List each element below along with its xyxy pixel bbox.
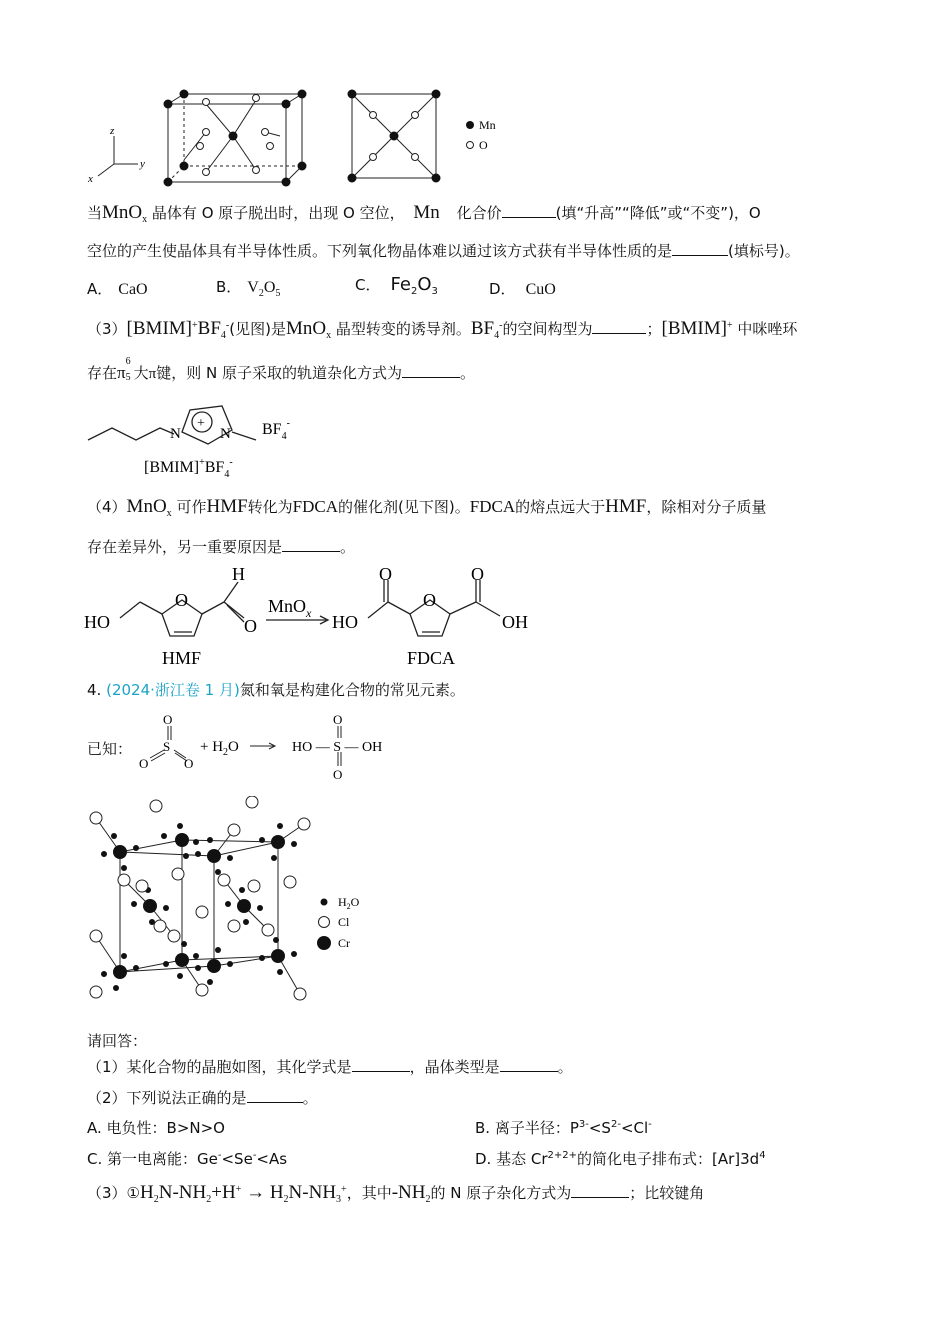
cr-crystal-cell-figure <box>84 796 374 1010</box>
mn-legend-icon <box>466 121 474 129</box>
fdca-o2: O <box>471 564 484 584</box>
so3-reaction-figure <box>134 708 394 788</box>
answer-blank[interactable] <box>672 241 728 256</box>
svg-text:O: O <box>333 767 343 782</box>
h2o-legend-icon <box>321 899 328 906</box>
q3-line1: $(3)[BMIM]^+BF_4^-$(见图)是MnO$_x$ 晶型转变的诱导剂。$BF_4^-$的空间构型为 ；[BMIM]+ 中咪唑环 <box>87 318 798 341</box>
axis-z-label: z <box>110 125 115 137</box>
option-a2[interactable]: A. 电负性：B>N>O <box>87 1119 225 1137</box>
answer-blank[interactable] <box>592 319 646 334</box>
svg-text:S: S <box>163 739 171 754</box>
n-atom-1: N <box>170 426 181 442</box>
hmf-caption: HMF <box>162 648 202 668</box>
option-c2[interactable]: C. 第一电离能：Ge-<Se-<As <box>87 1150 288 1168</box>
catalyst-label: MnO$_x$ <box>268 596 312 620</box>
known-label: 已知： <box>87 740 133 758</box>
hmf-fdca-reaction-figure <box>82 560 552 670</box>
option-c[interactable]: C． $Fe_2O_3$ <box>355 274 438 297</box>
option-b2[interactable]: B. 离子半径：$P^{3-}<S^{2-}<Cl^-$ <box>475 1119 652 1137</box>
para1-line1: 当MnO$_x$ 晶体有 O 原子脱出时，出现 O 空位， Mn 化合价 (填“升高”“降低”或“不变”)，O <box>87 202 761 225</box>
answer-blank[interactable] <box>502 203 556 218</box>
bf4-label: $BF_4^-$ <box>262 418 290 442</box>
para1-line2: 空位的产生使晶体具有半导体性质。下列氧化物晶体难以通过该方式获有半导体性质的是 (填标号)。 <box>87 242 800 260</box>
bmim-caption: $[BMIM]^+BF_4^-$ <box>144 457 233 480</box>
answer-blank[interactable] <box>247 1088 303 1103</box>
answer-blank[interactable] <box>402 363 460 378</box>
axis-icon <box>98 136 138 176</box>
cr-legend-icon <box>317 936 331 950</box>
plus-charge: + <box>197 416 205 431</box>
h2o-reactant: + $H_2O$ <box>200 739 239 758</box>
svg-text:O: O <box>184 756 194 771</box>
q4-line2: 存在差异外，另一重要原因是 。 <box>87 538 356 556</box>
hmf-ring-o: O <box>175 590 188 610</box>
q3-line2: 存在π 6 5 大π键，则 N 原子采取的轨道杂化方式为 。 <box>87 356 475 383</box>
legend-cl: Cl <box>338 915 350 929</box>
h2so4-product: HO — S — OH <box>292 740 383 755</box>
hmf-h: H <box>232 564 245 584</box>
answer-blank[interactable] <box>352 1057 410 1072</box>
q4-line1: （4）MnO$_x$ 可作HMF转化为FDCA的催化剂(见下图)。FDCA的熔点远大于HMF，除相对分子质量 <box>87 496 767 519</box>
option-a[interactable]: A． CaO <box>87 280 148 298</box>
option-d[interactable]: D． CuO <box>489 280 556 298</box>
hmf-o: O <box>244 616 257 636</box>
legend-o: O <box>479 138 488 152</box>
cl-legend-icon <box>319 917 330 928</box>
problem4-title: 4. (2024·浙江卷 1 月)氮和氧是构建化合物的常见元素。 <box>87 681 465 699</box>
fdca-o1: O <box>379 564 392 584</box>
a3-line: $(3)①H_2N-NH_2+H^+ \to H_2N-NH_3^+$，其中$-NH_2$的 N 原子杂化方式为 ；比较键角 <box>87 1182 705 1205</box>
answer-blank[interactable] <box>500 1057 558 1072</box>
option-d2[interactable]: D. 基态 $Cr^{2+2+}$的简化电子排布式：$[Ar]3d^4$ <box>475 1150 766 1168</box>
svg-text:O: O <box>139 756 149 771</box>
please-answer: 请回答： <box>87 1032 148 1050</box>
a2-line: （2）下列说法正确的是 。 <box>87 1089 318 1107</box>
svg-text:O: O <box>333 712 343 727</box>
hmf-ho: HO <box>84 612 110 632</box>
svg-text:O: O <box>163 712 173 727</box>
legend-h2o: $H_2O$ <box>338 895 360 911</box>
legend-cr: Cr <box>338 936 350 950</box>
answer-blank[interactable] <box>282 537 340 552</box>
a1-line: （1）某化合物的晶胞如图，其化学式是 ，晶体类型是 。 <box>87 1058 573 1076</box>
fdca-oh: OH <box>502 612 528 632</box>
fdca-ho: HO <box>332 612 358 632</box>
n-atom-2: N <box>220 426 231 442</box>
axis-y-label: y <box>140 158 145 170</box>
option-b[interactable]: B． $V_2O_5$ <box>216 278 281 299</box>
o-legend-icon <box>467 142 474 149</box>
axis-x-label: x <box>88 173 93 185</box>
legend-mn: Mn <box>479 118 496 132</box>
bmim-structure-figure <box>82 396 322 486</box>
fdca-ring-o: O <box>423 590 436 610</box>
fdca-caption: FDCA <box>407 648 456 668</box>
answer-blank[interactable] <box>571 1183 629 1198</box>
source-link[interactable]: (2024·浙江卷 1 月) <box>106 681 240 699</box>
mnox-crystal-figure <box>80 84 520 194</box>
